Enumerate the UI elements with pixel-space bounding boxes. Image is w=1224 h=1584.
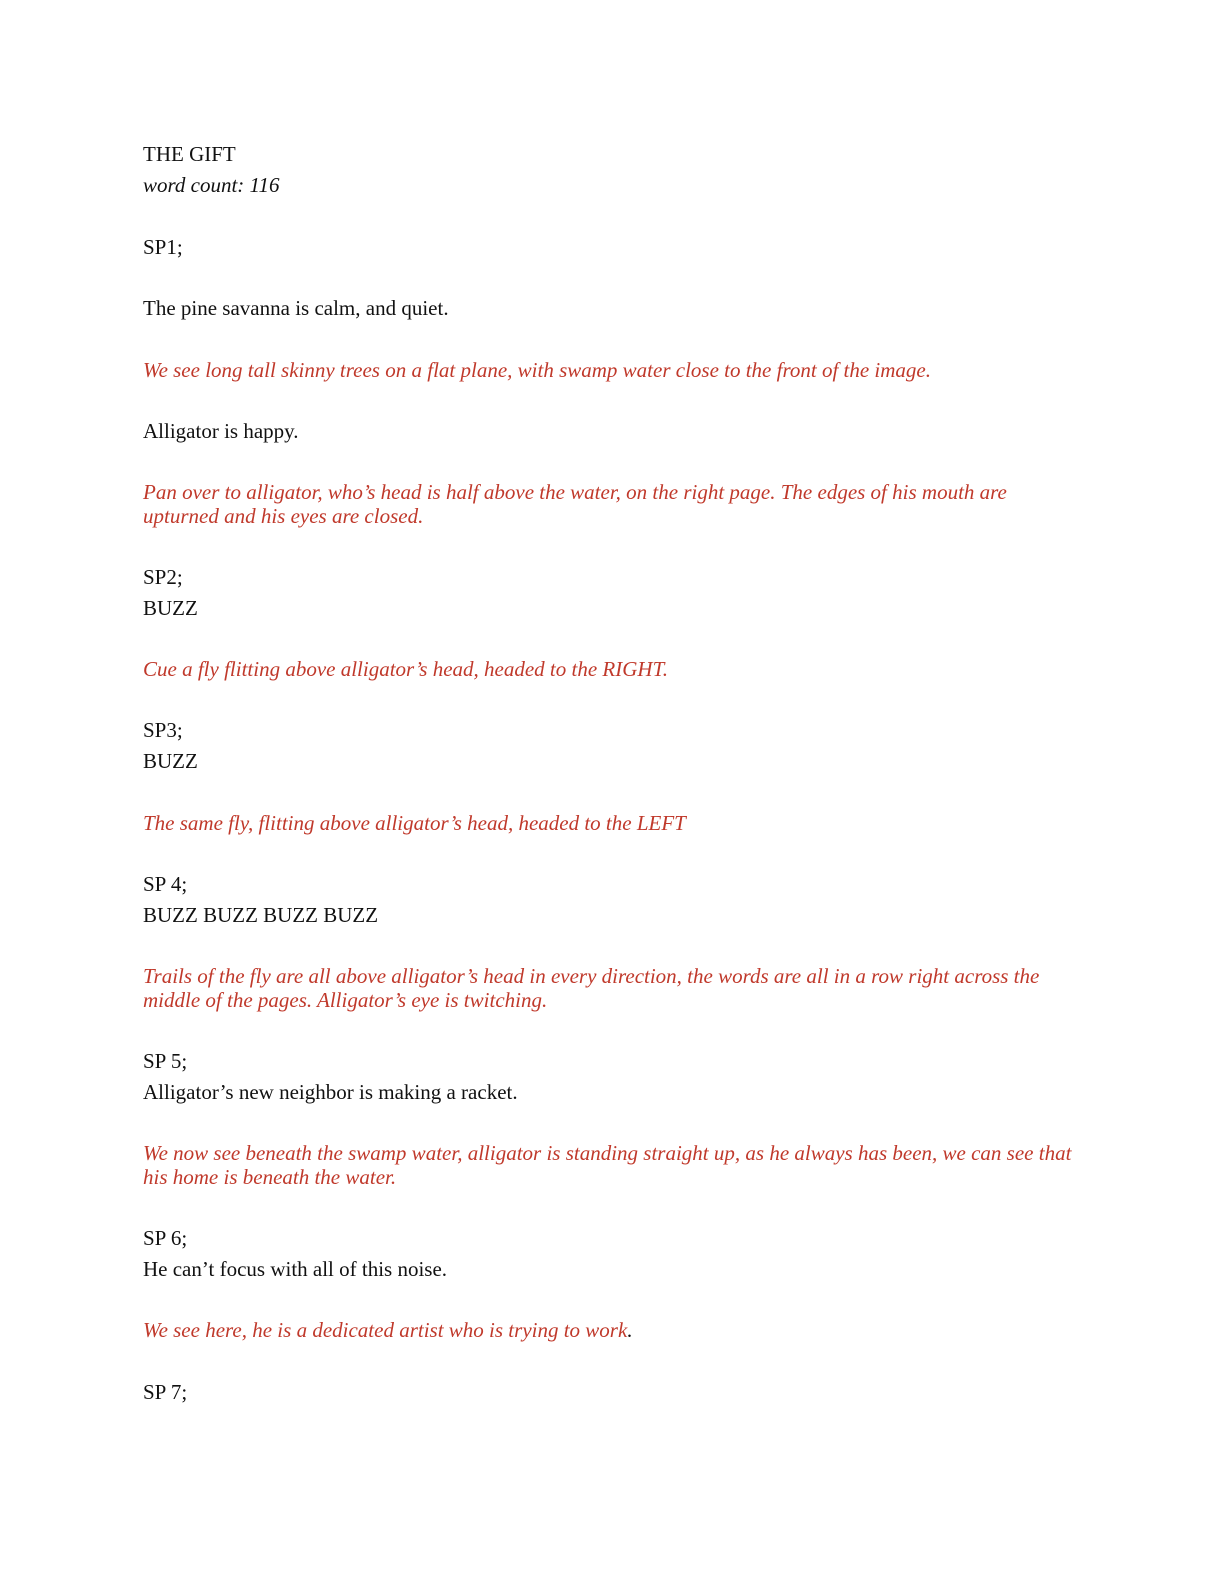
illustration-note: We now see beneath the swamp water, alligator is standing straight up, as he always has been, we can see that his home is beneath the water. [143, 1141, 1072, 1189]
word-count: word count: 116 [143, 173, 280, 197]
story-text: Alligator is happy. [143, 419, 299, 443]
spread-heading-sp2: SP2; [143, 565, 183, 589]
spread-heading-sp3: SP3; [143, 718, 183, 742]
illustration-note: Cue a fly flitting above alligator’s head, headed to the RIGHT. [143, 657, 668, 681]
illustration-note: Pan over to alligator, who’s head is half above the water, on the right page. The edges of his mouth are upturned and his eyes are closed. [143, 480, 1007, 528]
illustration-note: We see long tall skinny trees on a flat plane, with swamp water close to the front of the image. [143, 358, 932, 382]
story-text: Alligator’s new neighbor is making a racket. [143, 1080, 518, 1104]
spread-heading-sp7: SP 7; [143, 1380, 188, 1404]
story-text: BUZZ [143, 749, 198, 773]
spread-heading-sp1: SP1; [143, 235, 183, 259]
spread-heading-sp4: SP 4; [143, 872, 188, 896]
spread-heading-sp6: SP 6; [143, 1226, 188, 1250]
document-title: THE GIFT [143, 142, 236, 166]
story-text: BUZZ [143, 596, 198, 620]
illustration-note: The same fly, flitting above alligator’s head, headed to the LEFT [143, 811, 686, 835]
story-text: BUZZ BUZZ BUZZ BUZZ [143, 903, 379, 927]
illustration-note [143, 1318, 1083, 1342]
story-text: The pine savanna is calm, and quiet. [143, 296, 449, 320]
illustration-note-text: We see here, he is a dedicated artist who is trying to work [143, 1318, 628, 1342]
spread-heading-sp5: SP 5; [143, 1049, 188, 1073]
story-text: He can’t focus with all of this noise. [143, 1257, 448, 1281]
illustration-note-period: . [627, 1318, 633, 1342]
illustration-note: Trails of the fly are all above alligator’s head in every direction, the words are all in a row right across the middle of the pages. Alligator’s eye is twitching. [143, 964, 1040, 1012]
